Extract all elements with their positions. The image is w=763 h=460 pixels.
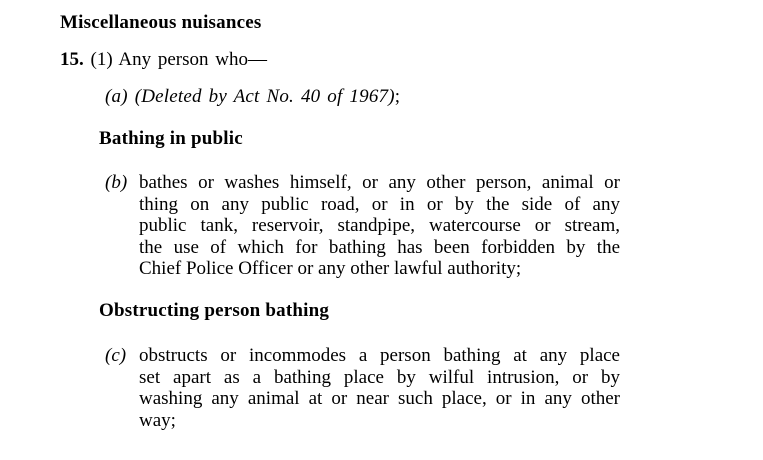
margin-heading-obstructing-person-bathing: Obstructing person bathing <box>99 300 330 321</box>
item-c-line: obstructs or incommodes a person bathing at any place <box>139 345 620 366</box>
section-number: 15. <box>60 49 84 70</box>
item-c-label: (c) <box>105 345 127 366</box>
section-15-line <box>60 49 267 71</box>
item-b-label: (b) <box>105 172 128 193</box>
subsection-number: (1) <box>90 49 113 70</box>
item-b-line: public tank, reservoir, standpipe, watercourse or stream, <box>139 215 620 236</box>
item-a-trailing: ; <box>394 86 401 107</box>
item-a-text: (Deleted by Act No. 40 of 1967) <box>134 86 395 107</box>
item-b-body <box>139 172 620 280</box>
section-lead-in: Any person who— <box>118 49 267 70</box>
item-c-line: washing any animal at or near such place, or in any other <box>139 388 620 409</box>
part-heading: Miscellaneous nuisances <box>60 12 262 33</box>
margin-heading-bathing-in-public: Bathing in public <box>99 128 243 149</box>
item-a-label: (a) <box>105 86 128 107</box>
item-b-line: thing on any public road, or in or by the side of any <box>139 193 620 215</box>
item-b-line: the use of which for bathing has been forbidden by the <box>139 236 620 258</box>
item-c-line: set apart as a bathing place by wilful intrusion, or by <box>139 366 620 388</box>
item-c-body <box>139 345 620 431</box>
item-b-line: Chief Police Officer or any other lawful authority; <box>139 258 522 279</box>
item-c-line: way; <box>139 409 176 431</box>
item-a <box>105 86 400 108</box>
item-b-line: bathes or washes himself, or any other person, animal or <box>139 172 620 193</box>
